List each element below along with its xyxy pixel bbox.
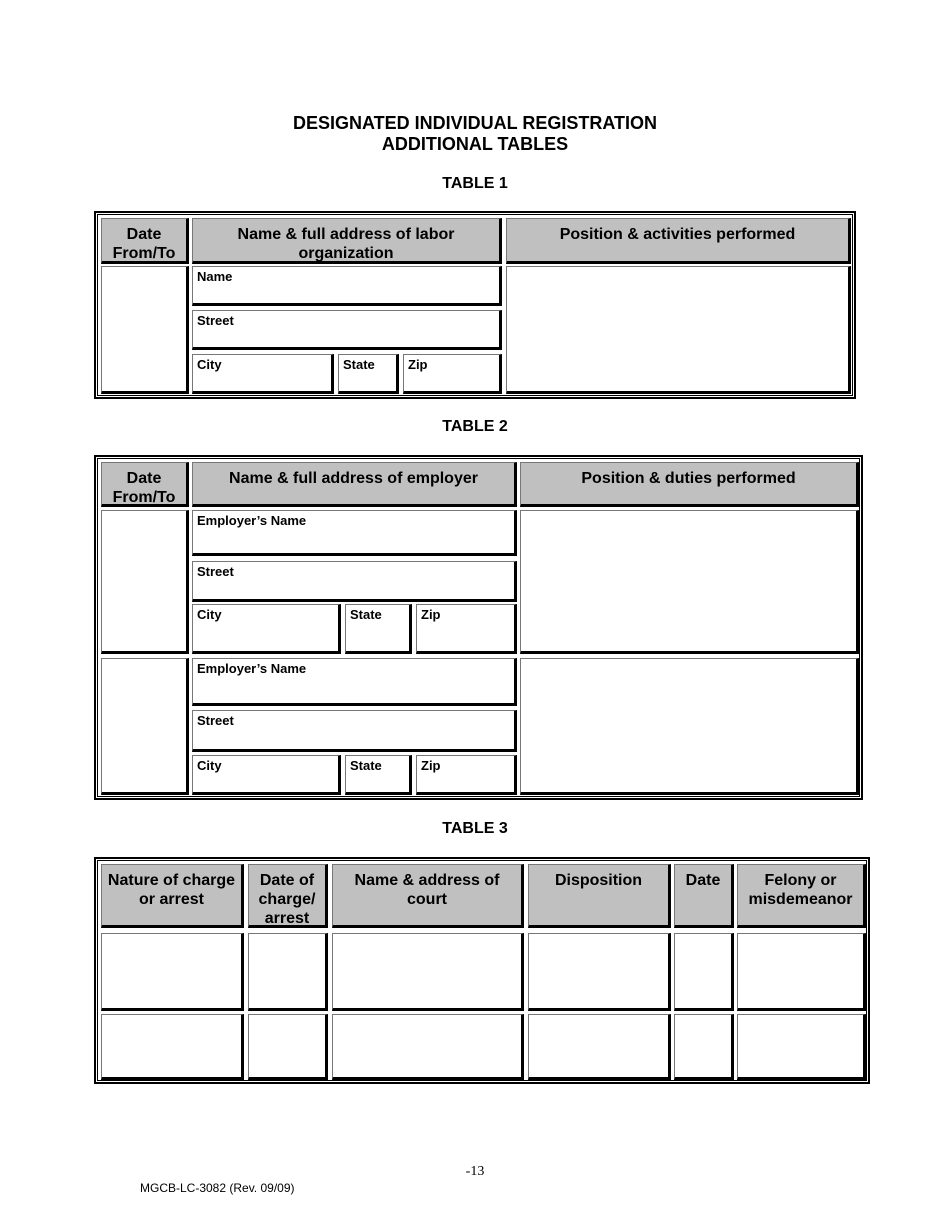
table1-header-org: Name & full address of labor organization (192, 218, 502, 264)
table2-date-field[interactable] (101, 658, 189, 795)
page-subtitle: ADDITIONAL TABLES (381, 134, 569, 154)
table3-nature-field[interactable] (101, 1014, 244, 1080)
table1 (94, 211, 856, 399)
table3-felony-field[interactable] (737, 933, 866, 1011)
table2-header-date: Date From/To (101, 462, 189, 507)
table1-state-field[interactable]: State (338, 354, 399, 394)
table3-date-field[interactable] (674, 1014, 734, 1080)
table2-header-position: Position & duties performed (520, 462, 859, 507)
table2-label: TABLE 2 (442, 418, 508, 435)
table3-header-court: Name & address of court (332, 864, 524, 928)
table1-street-field[interactable]: Street (192, 310, 502, 350)
table1-date-field[interactable] (101, 266, 189, 394)
table2-position-field[interactable] (520, 510, 859, 654)
table3-disposition-field[interactable] (528, 1014, 671, 1080)
table3-header-felony: Felony or misdemeanor (737, 864, 866, 928)
table1-header-position: Position & activities performed (506, 218, 851, 264)
table1-name-field[interactable]: Name (192, 266, 502, 306)
table1-header-date: Date From/To (101, 218, 189, 264)
table2-employer-name-field[interactable]: Employer’s Name (192, 510, 517, 556)
table2-street-field[interactable]: Street (192, 561, 517, 602)
table3-date-charge-field[interactable] (248, 1014, 328, 1080)
page-title: DESIGNATED INDIVIDUAL REGISTRATION (292, 113, 658, 133)
table2 (94, 455, 863, 800)
table2-city-field[interactable]: City (192, 755, 341, 795)
table2-street-field[interactable]: Street (192, 710, 517, 752)
form-id: MGCB-LC-3082 (Rev. 09/09) (140, 1181, 295, 1195)
table1-zip-field[interactable]: Zip (403, 354, 502, 394)
table1-position-field[interactable] (506, 266, 851, 394)
table3-header-disposition: Disposition (528, 864, 671, 928)
table2-employer-name-field[interactable]: Employer’s Name (192, 658, 517, 706)
table3-date-charge-field[interactable] (248, 933, 328, 1011)
table2-zip-field[interactable]: Zip (416, 755, 517, 795)
table3-header-nature: Nature of charge or arrest (101, 864, 244, 928)
table3-nature-field[interactable] (101, 933, 244, 1011)
table1-label: TABLE 1 (442, 175, 508, 192)
page-number: -13 (465, 1164, 485, 1179)
table3-felony-field[interactable] (737, 1014, 866, 1080)
table3-header-date: Date (674, 864, 734, 928)
table3-date-field[interactable] (674, 933, 734, 1011)
table1-city-field[interactable]: City (192, 354, 334, 394)
table3-label: TABLE 3 (442, 820, 508, 837)
table2-date-field[interactable] (101, 510, 189, 654)
table2-position-field[interactable] (520, 658, 859, 795)
table2-city-field[interactable]: City (192, 604, 341, 654)
table3-disposition-field[interactable] (528, 933, 671, 1011)
table2-zip-field[interactable]: Zip (416, 604, 517, 654)
table3-header-date-charge: Date of charge/ arrest (248, 864, 328, 928)
table3-court-field[interactable] (332, 1014, 524, 1080)
table2-header-employer: Name & full address of employer (192, 462, 517, 507)
table3-court-field[interactable] (332, 933, 524, 1011)
table2-state-field[interactable]: State (345, 604, 412, 654)
table2-state-field[interactable]: State (345, 755, 412, 795)
table3 (94, 857, 870, 1084)
